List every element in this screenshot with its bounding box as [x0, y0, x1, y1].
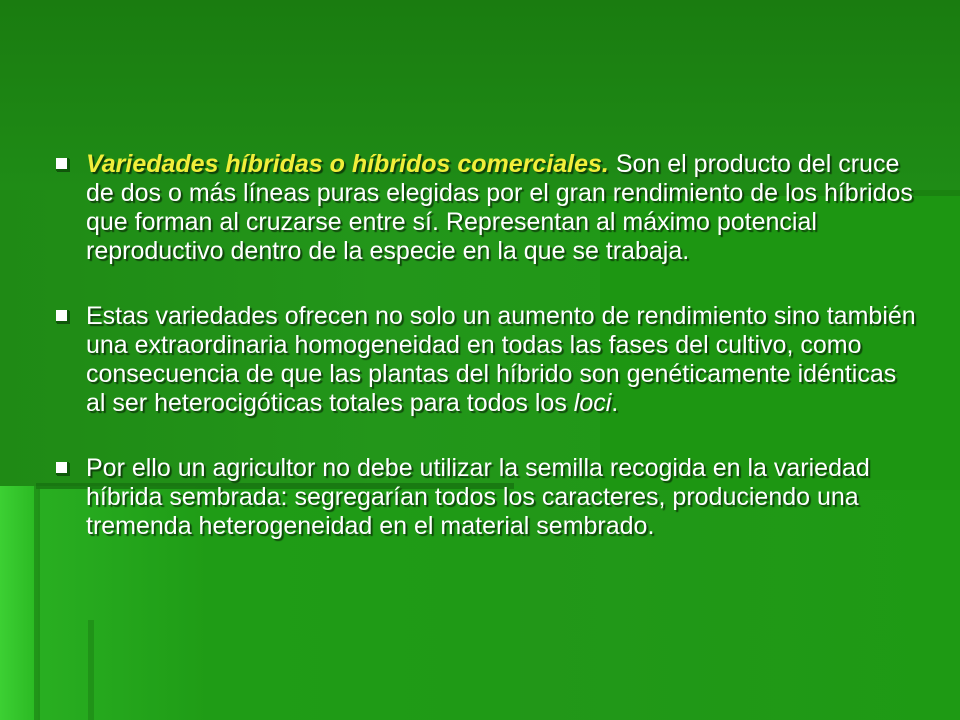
square-bullet-icon — [56, 462, 69, 475]
bullet-item-seed-reuse — [52, 454, 922, 541]
bullet-text: Estas variedades ofrecen no solo un aumento de rendimiento sino también una extraordinaria homogeneidad en todas las fases del cultivo, como consecuencia de que las plantas del híbrido son genéticamente idénticas al ser heterocigóticas totales para todos los — [86, 302, 916, 417]
square-bullet-icon — [56, 158, 69, 171]
bullet-item-hybrid-varieties — [52, 150, 922, 266]
bullet-tail: . — [611, 389, 619, 417]
background-vline-left — [34, 486, 40, 720]
background-strip-left — [0, 486, 38, 720]
slide-content — [52, 150, 922, 577]
square-bullet-icon — [56, 310, 69, 323]
bullet-italic-term: loci — [573, 389, 612, 417]
background-vline-inner — [88, 620, 94, 720]
bullet-text: Por ello un agricultor no debe utilizar la semilla recogida en la variedad híbrida sembrada: segregarían todos los caracteres, produciendo una tremenda heterogeneidad en el material sembrado. — [86, 454, 870, 540]
bullet-lead-term: Variedades híbridas o híbridos comerciales. — [86, 150, 609, 178]
bullet-text: Son el producto del cruce de dos o más líneas puras elegidas por el gran rendimiento de los híbridos que forman al cruzarse entre sí. Representan al máximo potencial reproductivo dentro de la especie en la que se trabaja. — [86, 150, 913, 265]
bullet-item-homogeneity — [52, 302, 922, 418]
